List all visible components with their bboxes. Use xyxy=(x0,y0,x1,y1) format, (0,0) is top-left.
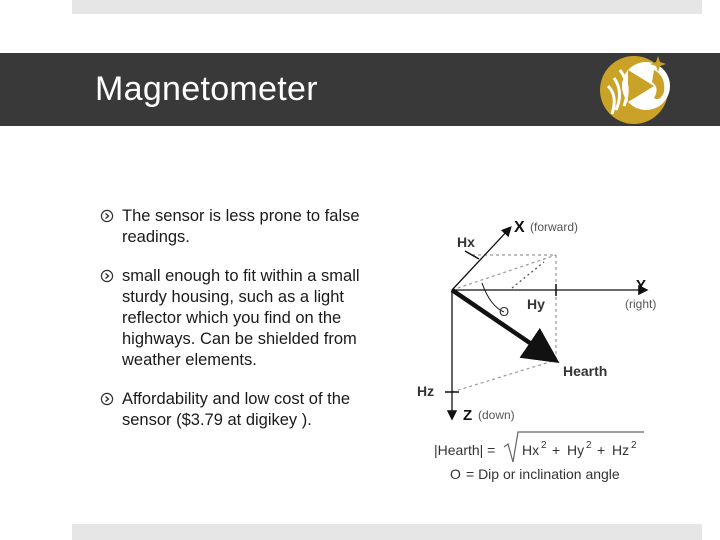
label-y: Y xyxy=(636,277,647,294)
hx-tick xyxy=(465,251,479,259)
label-hy: Hy xyxy=(527,296,545,312)
circled-arrow-bullet-icon xyxy=(100,392,114,406)
bullet-text: The sensor is less prone to false readings. xyxy=(122,207,360,246)
formula-hz-exp: 2 xyxy=(631,440,637,451)
label-z: Z xyxy=(463,407,473,424)
bullet-text: Affordability and low cost of the sensor ($3.79 at digikey ). xyxy=(122,390,351,429)
label-hz: Hz xyxy=(417,383,435,399)
label-angle: O xyxy=(499,304,510,319)
legend-text: = Dip or inclination angle xyxy=(466,466,620,482)
formula-lhs: |Hearth| = xyxy=(434,442,496,458)
bullet-item xyxy=(100,389,390,431)
label-x: X xyxy=(514,219,525,236)
bullet-list xyxy=(100,206,390,449)
formula-hy: Hy xyxy=(567,442,585,458)
label-hearth: Hearth xyxy=(563,363,608,379)
legend-symbol: O xyxy=(450,466,461,482)
label-y-note: (right) xyxy=(625,297,657,311)
label-hx: Hx xyxy=(457,234,475,250)
magnetometer-axes-diagram xyxy=(410,200,700,500)
bottom-decor-strip xyxy=(72,524,702,540)
hz-projection-dashed xyxy=(452,360,556,392)
bullet-item xyxy=(100,266,390,371)
horizontal-projection-dotted xyxy=(512,262,544,288)
circled-arrow-bullet-icon xyxy=(100,209,114,223)
formula-hx: Hx xyxy=(522,442,540,458)
formula-hy-exp: 2 xyxy=(586,440,592,451)
bullet-item xyxy=(100,206,390,248)
formula-hz: Hz xyxy=(612,442,630,458)
label-x-note: (forward) xyxy=(530,220,579,234)
slide-title: Magnetometer xyxy=(95,70,318,108)
formula-plus-1: + xyxy=(552,442,561,458)
top-decor-strip xyxy=(72,0,702,14)
bullet-text: small enough to fit within a small sturdy housing, such as a light reflector which you find on the highways. Can be shielded from weather elements. xyxy=(122,267,360,369)
ucf-pegasus-logo-icon xyxy=(594,40,686,132)
circled-arrow-bullet-icon xyxy=(100,269,114,283)
label-z-note: (down) xyxy=(478,408,515,422)
formula-plus-2: + xyxy=(597,442,606,458)
formula-hx-exp: 2 xyxy=(541,440,547,451)
